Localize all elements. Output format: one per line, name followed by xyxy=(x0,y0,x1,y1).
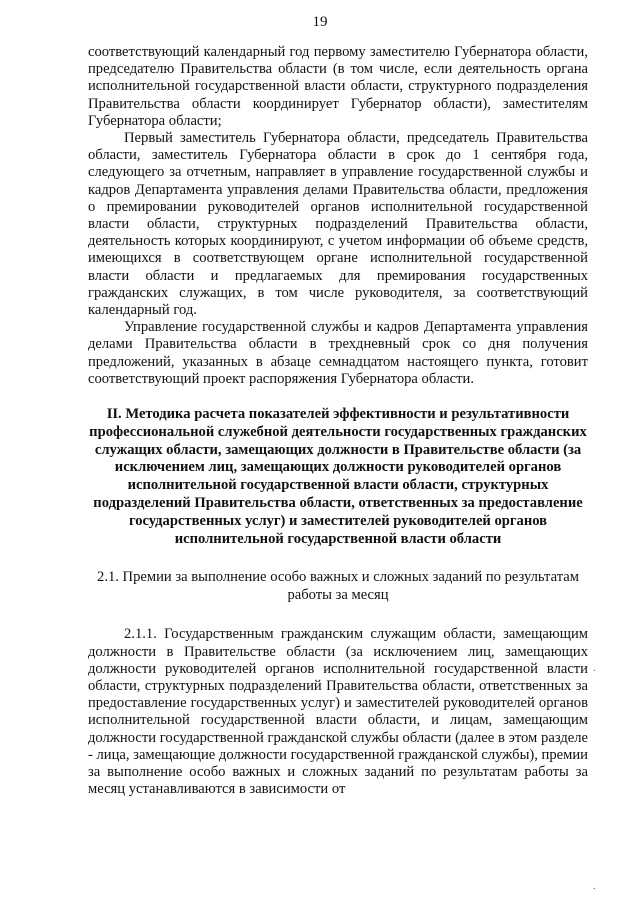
paragraph-premium-reporting: соответствующий календарный год первому заместителю Губернатора области, председателю Правительства области (в том числе, если деятельность органа исполнительной государственной власти области, структурного подразделения Правительства области координирует Губернатор области), заместителям Губернатора области; xyxy=(88,44,588,129)
clause-2-1-1: 2.1.1. Государственным гражданским служащим области, замещающим должности в Правительстве области (за исключением лиц, замещающих должности руководителей органов исполнительной государственной власти области, структурных подразделений Правительства области, ответственных за предоставление государственных услуг) и заместителей руководителей органов исполнительной государственной власти области, и лицам, замещающим должности государственной гражданской службы области (далее в этом разделе - лица, замещающие должности государственной гражданской службы), премии за выполнение особо важных и сложных заданий по результатам работы за месяц устанавливаются в зависимости от xyxy=(88,626,588,798)
subsection-heading: 2.1. Премии за выполнение особо важных и сложных заданий по результатам работы за месяц xyxy=(97,569,579,604)
margin-tick-mark: · xyxy=(592,666,596,677)
paragraph-order-draft: Управление государственной службы и кадров Департамента управления делами Правительства области в трехдневный срок со дня получения предложений, указанных в абзаце семнадцатом настоящего пункта, готовит соответствующий проект распоряжения Губернатора области. xyxy=(88,319,588,387)
paragraph-proposals-deadline: Первый заместитель Губернатора области, председатель Правительства области, заместитель Губернатора области в срок до 1 сентября года, следующего за отчетным, направляет в управление государственной службы и кадров Департамента управления делами Правительства области, предложения о премировании руководителей органов исполнительной государственной власти области, структурных подразделений Правительства области, деятельность которых координируют, с учетом информации об объеме средств, имеющихся в соответствующем органе исполнительной государственной власти области и предлагаемых для премирования государственных гражданских служащих, в том числе руководителя, за соответствующий календарный год. xyxy=(88,130,588,319)
page-number: 19 xyxy=(312,14,328,30)
section-heading: II. Методика расчета показателей эффективности и результативности профессиональной служебной деятельности государственных гражданских служащих области, замещающих должности в Правительстве области (за исключением лиц, замещающих должности руководителей органов исполнительной государственной власти области, структурных подразделений Правительства области, ответственных за предоставление государственных услуг) и заместителей руководителей органов исполнительной государственной власти области xyxy=(89,406,587,547)
document-body xyxy=(88,44,588,798)
margin-tick-mark: · xyxy=(592,884,596,895)
